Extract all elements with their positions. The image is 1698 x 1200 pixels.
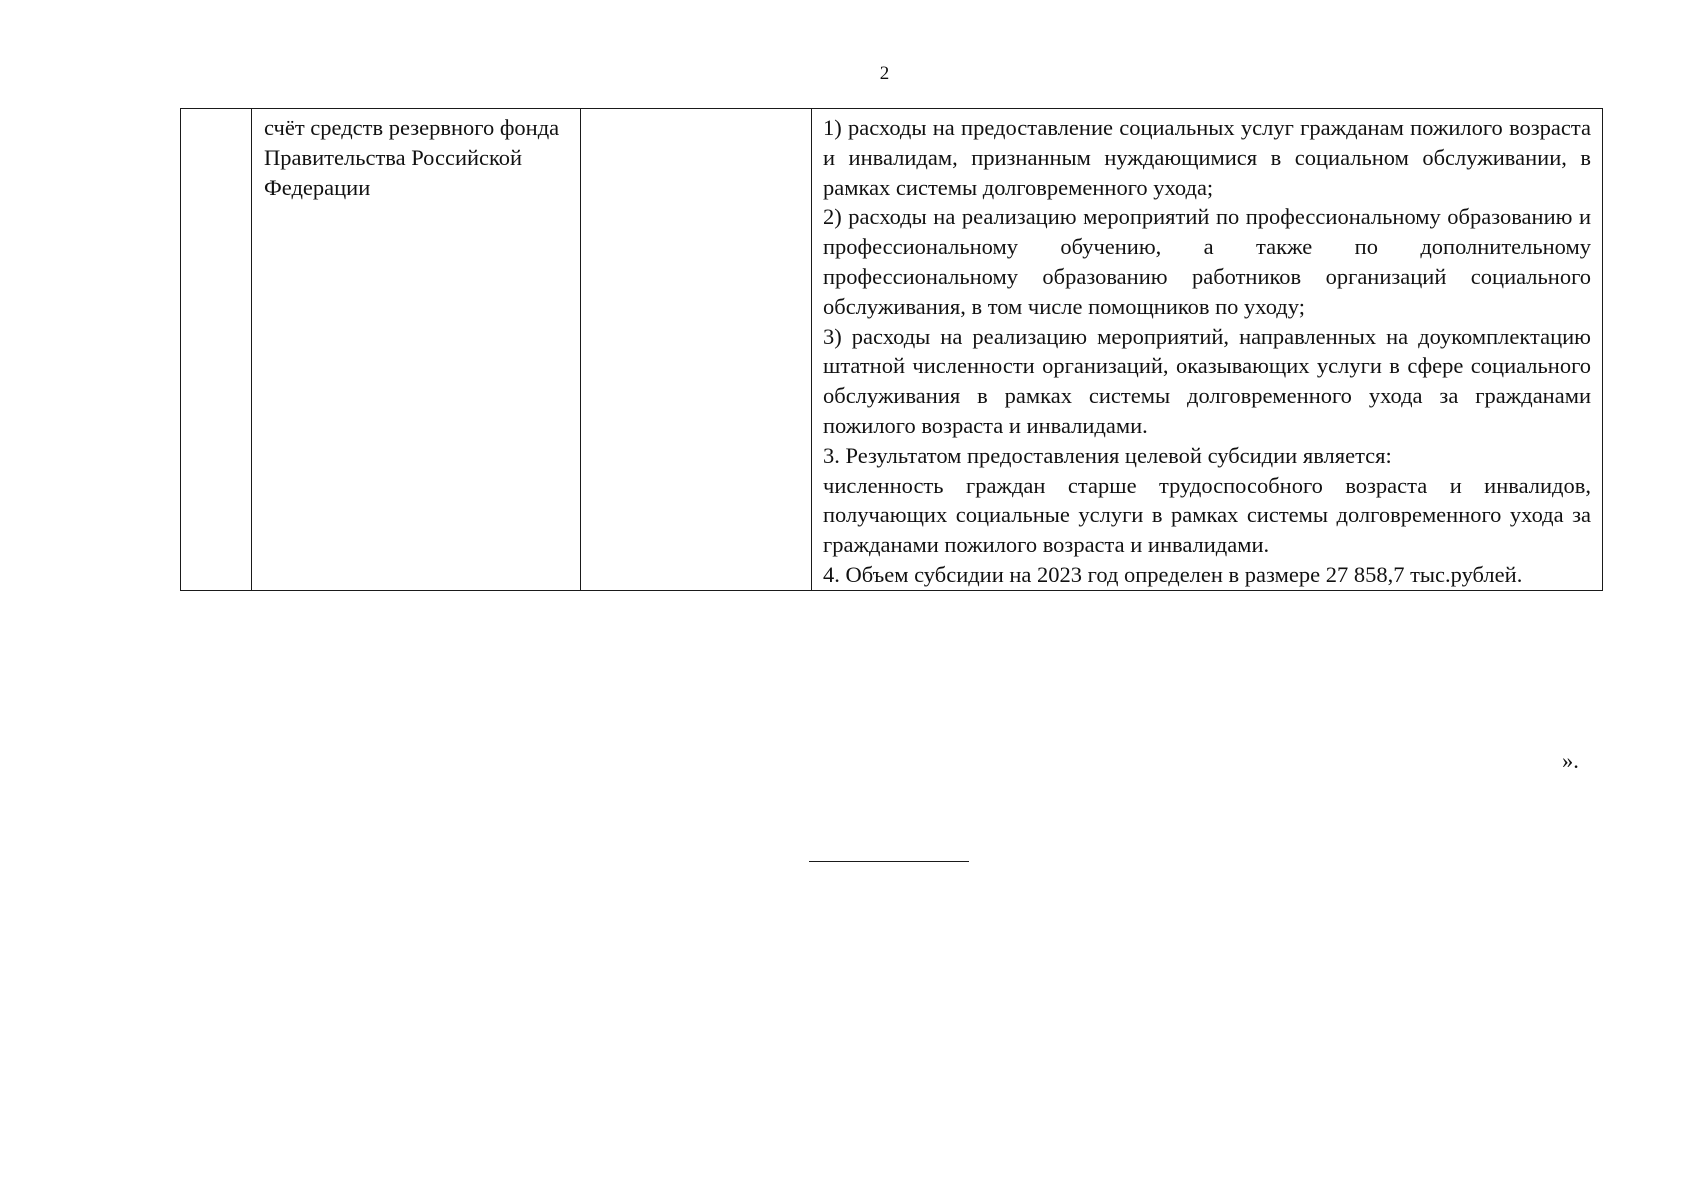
separator-line	[809, 861, 969, 862]
paragraph-expense-2: 2) расходы на реализацию мероприятий по профессиональному образованию и профессиональному обучению, а также по дополнительному профессиональному образованию работников организаций социального обслуживания, в том числе помощников по уходу;	[823, 204, 1591, 319]
closing-quote: ».	[1562, 748, 1579, 773]
document-table	[180, 108, 1603, 591]
cell-description	[812, 109, 1603, 591]
paragraph-subsidy-amount: 4. Объем субсидии на 2023 год определен в размере 27 858,7 тыс.рублей.	[823, 561, 1523, 587]
paragraph-result-heading: 3. Результатом предоставления целевой субсидии является:	[823, 442, 1392, 468]
page-number: 2	[879, 63, 890, 84]
cell-empty	[581, 109, 812, 591]
table-row	[181, 109, 1603, 591]
cell-funding-source: счёт средств резервного фонда Правительства Российской Федерации	[252, 109, 581, 591]
paragraph-expense-3: 3) расходы на реализацию мероприятий, направленных на доукомплектацию штатной численности организаций, оказывающих услуги в сфере социального обслуживания в рамках системы долговременного ухода за гражданами пожилого возраста и инвалидами.	[823, 323, 1591, 438]
cell-number	[181, 109, 252, 591]
paragraph-result-value: численность граждан старше трудоспособного возраста и инвалидов, получающих социальные услуги в рамках системы долговременного ухода за гражданами пожилого возраста и инвалидами.	[823, 472, 1591, 558]
paragraph-expense-1: 1) расходы на предоставление социальных услуг гражданам пожилого возраста и инвалидам, признанным нуждающимися в социальном обслуживании, в рамках системы долговременного ухода;	[823, 115, 1591, 200]
